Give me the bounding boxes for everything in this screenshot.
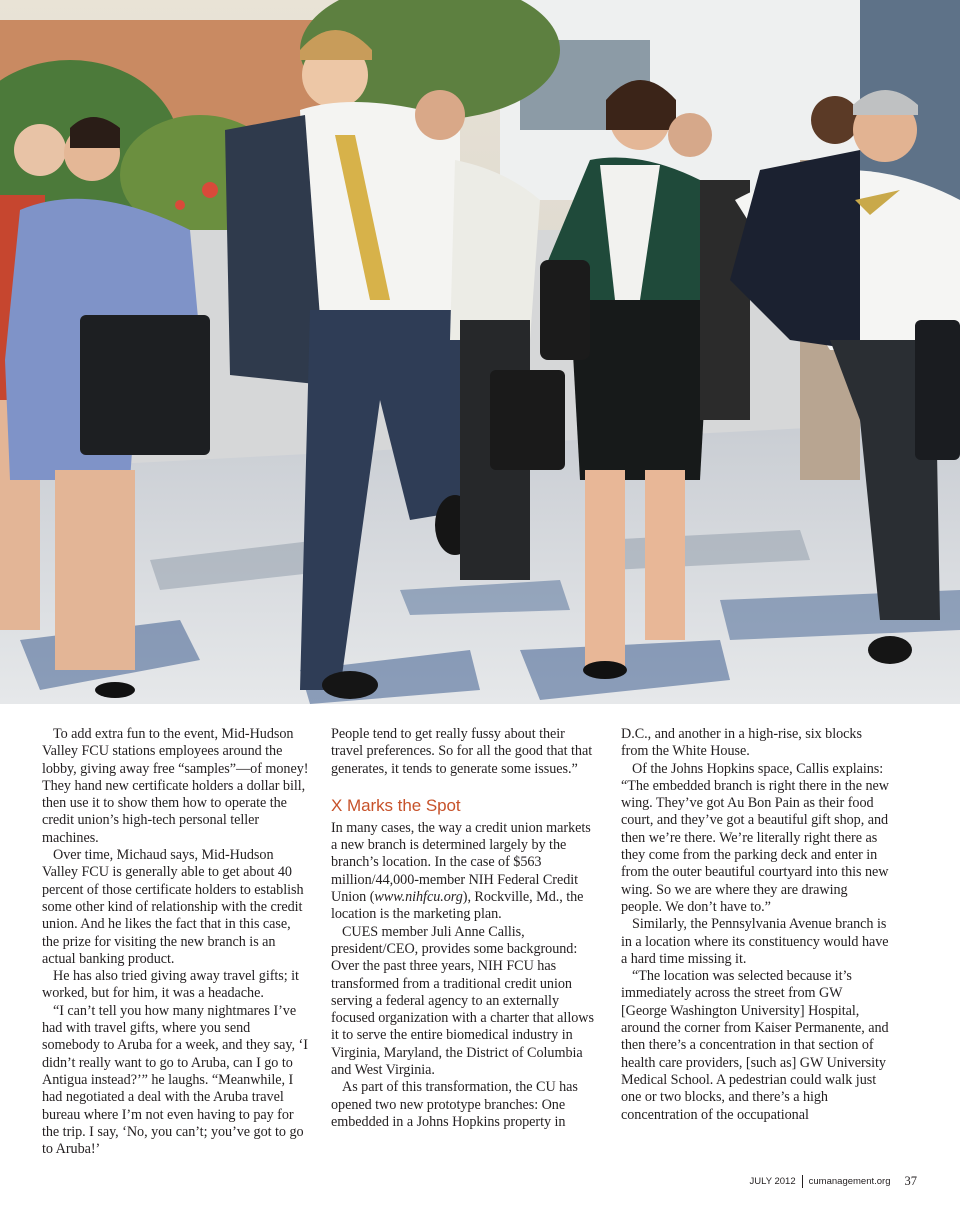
paragraph: As part of this transformation, the CU has opened two new prototype branches: One embedded in a Johns Hopkins property in — [331, 1079, 578, 1130]
paragraph: To add extra fun to the event, Mid-Hudson Valley FCU stations employees around the lobby, giving away free “samples”—of money! They hand new certificate holders a dollar bill, then use it to show them how to operate the credit union’s high-tech personal teller machines. — [42, 726, 309, 846]
footer-divider — [802, 1175, 803, 1188]
paragraph-text: In many cases, the way a credit union markets a new branch is determined largely by the branch’s location. In the case of $563 million/44,000-member NIH Federal Credit Union ( — [331, 819, 591, 906]
text-column-3 — [621, 726, 889, 1124]
text-column-2 — [331, 726, 599, 1131]
paragraph: He has also tried giving away travel gifts; it worked, but for him, it was a headache. — [42, 968, 299, 1002]
paragraph: Similarly, the Pennsylvania Avenue branch is in a location where its constituency would have a hard time missing it. — [621, 916, 889, 967]
paragraph: “The location was selected because it’s immediately across the street from GW [George Washington University] Hospital, around the corner from Kaiser Permanente, and then there’s a concentration in that section of health care providers, [such as] GW University Medical School. A pedestrian could walk just one or two blocks, and there’s a high concentration of the occupational — [621, 968, 889, 1123]
paragraph — [331, 820, 599, 924]
text-column-1 — [42, 726, 310, 1158]
website-url: www.nihfcu.org — [374, 889, 463, 906]
paragraph: D.C., and another in a high-rise, six blocks from the White House. — [621, 726, 862, 760]
paragraph: CUES member Juli Anne Callis, president/CEO, provides some background: Over the past three years, NIH FCU has transformed from a traditional credit union serving a federal agency to an externally focused organization with a charter that allows it to serve the entire biomedical industry in Virginia, Maryland, the District of Columbia and West Virginia. — [331, 923, 594, 1079]
paragraph: “I can’t tell you how many nightmares I’ve had with travel gifts, where you send somebody to Aruba for a week, and they say, ‘I didn’t really want to go to Aruba, can I go to Antigua instead?’” he laughs. “Meanwhile, I had negotiated a deal with the Aruba travel bureau where I’m not even having to pay for the trip. I say, ‘No, you can’t; you’ve got to go to Aruba!’ — [42, 1002, 308, 1158]
section-heading: X Marks the Spot — [331, 795, 461, 815]
paragraph: People tend to get really fussy about their travel preferences. So for all the good that that generates, it tends to generate some issues.” — [331, 726, 593, 777]
issue-date: JULY 2012 — [749, 1176, 796, 1187]
website-link[interactable]: cumanagement.org — [808, 1176, 891, 1187]
page-number: 37 — [904, 1174, 917, 1188]
paragraph: Over time, Michaud says, Mid-Hudson Valley FCU is generally able to get about 40 percent of those certificate holders to establish some other kind of relationship with the credit union. And he likes the fact that in this case, the prize for visiting the new branch is an actual banking product. — [42, 847, 304, 967]
paragraph: Of the Johns Hopkins space, Callis explains: “The embedded branch is right there in the new wing. They’ve got Au Bon Pain as their food court, and they’ve got a beautiful gift shop, and then we’re there. We’re literally right there as they come from the parking deck and enter in from the outer beautiful courtyard into this new wing. So we are where they are drawing people. We don’t have to.” — [621, 760, 889, 915]
paragraph-text: ), Rockville, Md., the location is the marketing plan. — [331, 889, 584, 923]
page-footer — [750, 1174, 918, 1189]
